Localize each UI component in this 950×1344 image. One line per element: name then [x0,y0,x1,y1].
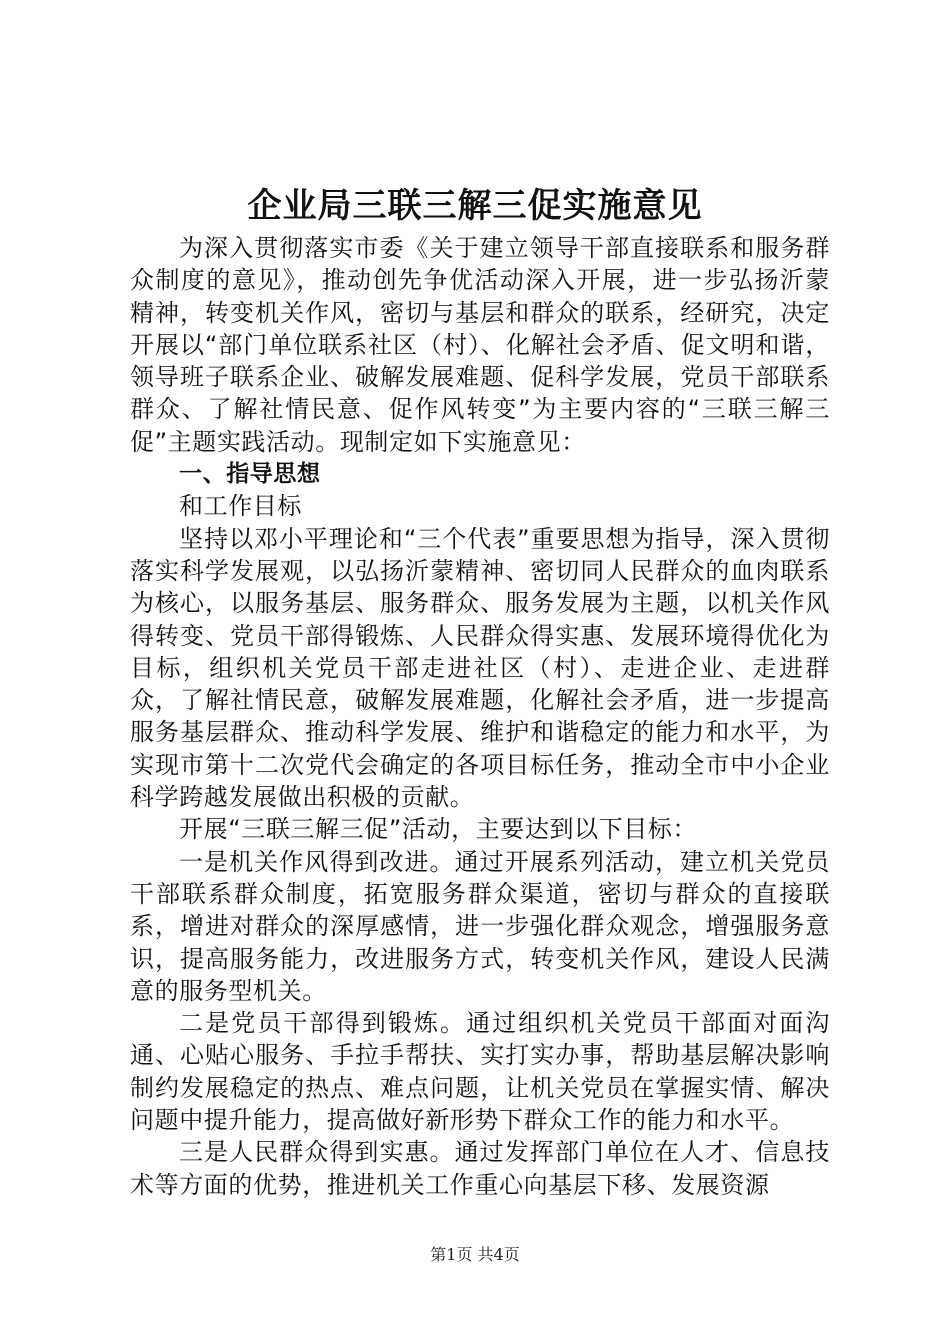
goal-three-paragraph: 三是人民群众得到实惠。通过发挥部门单位在人才、信息技术等方面的优势，推进机关工作重心向基层下移、发展资源 [130,1138,830,1199]
goal-two-paragraph: 二是党员干部得到锻炼。通过组织机关党员干部面对面沟通、心贴心服务、手拉手帮扶、实打实办事，帮助基层解决影响制约发展稳定的热点、难点问题，让机关党员在掌握实情、解决问题中提升能力，提高做好新形势下群众工作的能力和水平。 [130,1009,830,1135]
goals-intro-paragraph: 开展“三联三解三促”活动，主要达到以下目标： [179,815,698,844]
document-title: 企业局三联三解三促实施意见 [247,186,703,226]
section-heading: 一、指导思想 [179,461,321,488]
guiding-thought-paragraph: 坚持以邓小平理论和“三个代表”重要思想为指导，深入贯彻落实科学发展观，以弘扬沂蒙精神、密切同人民群众的血肉联系为核心，以服务基层、服务群众、服务发展为主题，以机关作风得转变、党员干部得锻炼、人民群众得实惠、发展环境得优化为目标，组织机关党员干部走进社区（村）、走进企业、走进群众，了解社情民意，破解发展难题，化解社会矛盾，进一步提高服务基层群众、推动科学发展、维护和谐稳定的能力和水平，为实现市第十二次党代会确定的各项目标任务，推动全市中小企业科学跨越发展做出积极的贡献。 [130,524,830,812]
intro-paragraph: 为深入贯彻落实市委《关于建立领导干部直接联系和服务群众制度的意见》，推动创先争优活动深入开展，进一步弘扬沂蒙精神，转变机关作风，密切与基层和群众的联系，经研究，决定开展以“部门单位联系社区（村）、化解社会矛盾、促文明和谐，领导班子联系企业、破解发展难题、促科学发展，党员干部联系群众、了解社情民意、促作风转变”为主要内容的“三联三解三促”主题实践活动。现制定如下实施意见： [130,234,830,456]
page-number-footer: 第1页 共4页 [430,1245,520,1264]
section-heading-continuation: 和工作目标 [179,492,302,521]
goal-one-paragraph: 一是机关作风得到改进。通过开展系列活动，建立机关党员干部联系群众制度，拓宽服务群众渠道，密切与群众的直接联系，增进对群众的深厚感情，进一步强化群众观念，增强服务意识，提高服务能力，改进服务方式，转变机关作风，建设人民满意的服务型机关。 [130,847,830,1005]
document-body [130,232,830,1201]
